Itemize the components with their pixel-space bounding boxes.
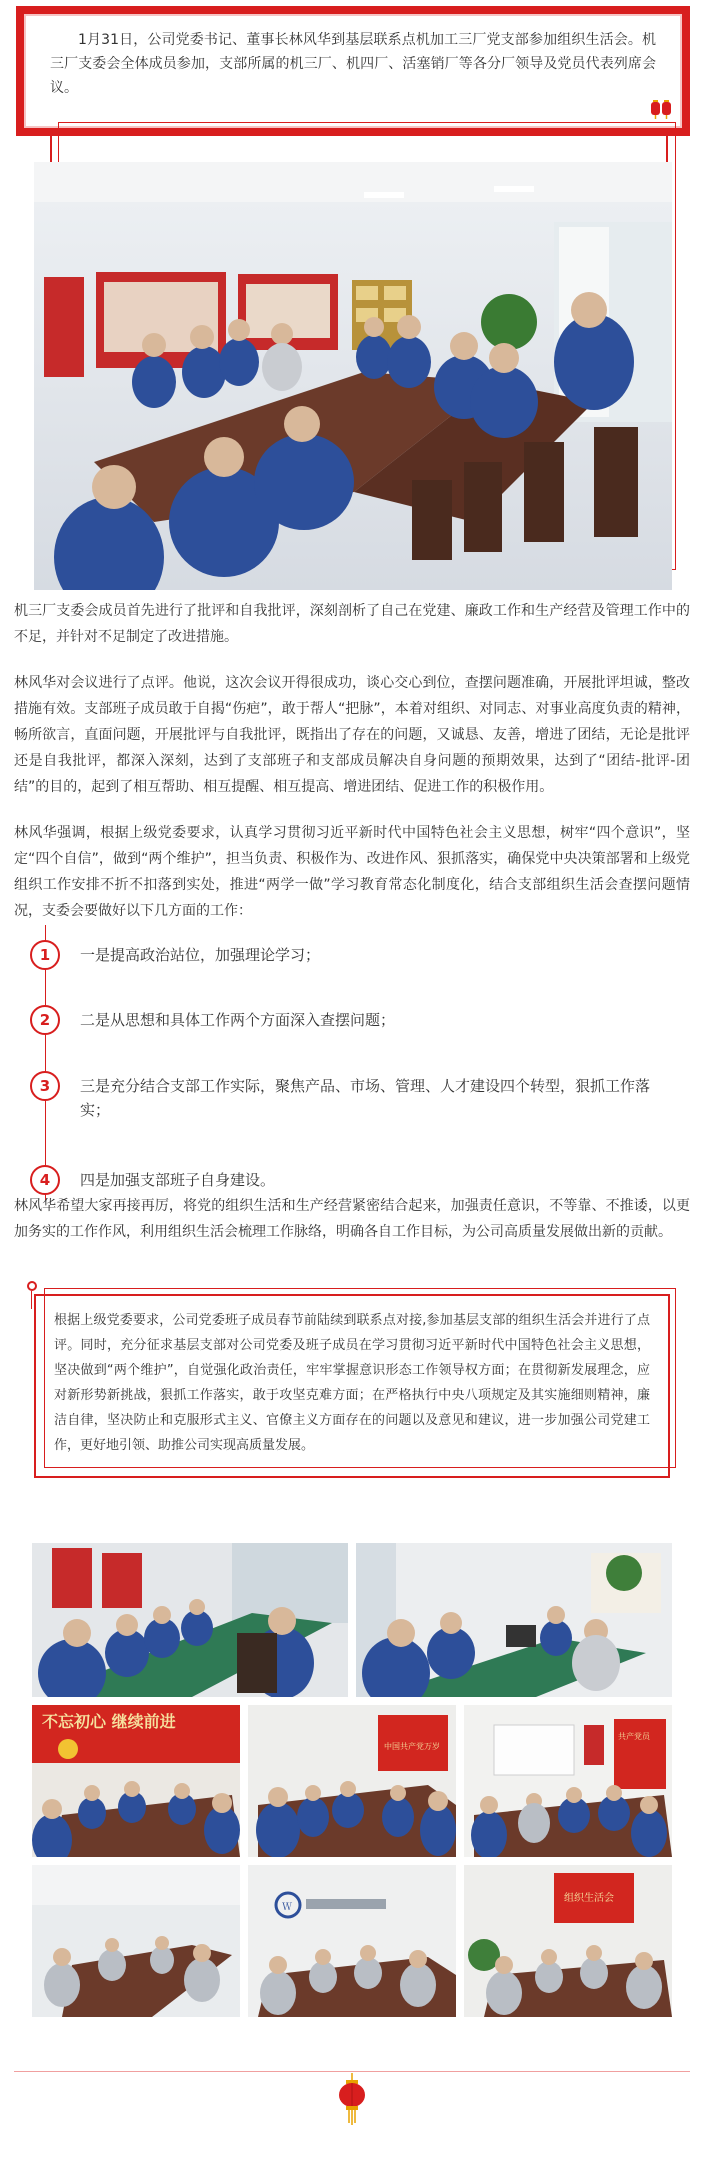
wall-logo: Ｗ — [282, 1902, 292, 1913]
article-paragraph-1: 机三厂支委会成员首先进行了批评和自我批评，深刻剖析了自己在党建、廉政工作和生产经营及管理工作中的不足，并针对不足制定了改进措施。 — [14, 603, 690, 645]
step-number: 1 — [30, 940, 60, 970]
step-text: 四是加强支部班子自身建设。 — [80, 1171, 276, 1189]
gallery-photo-7 — [248, 1865, 456, 2017]
intro-text: 1月31日，公司党委书记、董事长林风华到基层联系点机加工三厂党支部参加组织生活会。机三厂支委会全体成员参加，支部所属的机三厂、机四厂、活塞销厂等各分厂领导及党员代表列席会议。 — [50, 32, 656, 96]
gallery-photo-5 — [464, 1705, 672, 1857]
step-number: 4 — [30, 1165, 60, 1195]
step-number: 2 — [30, 1005, 60, 1035]
banner-slogan: 中国共产党万岁 — [384, 1742, 440, 1751]
quote-box — [34, 1294, 670, 1478]
step-text: 三是充分结合支部工作实际，聚焦产品、市场、管理、人才建设四个转型，狠抓工作落实； — [80, 1077, 651, 1119]
main-meeting-photo — [34, 162, 672, 590]
step-item — [30, 1071, 670, 1119]
gallery-photo-6 — [32, 1865, 240, 2017]
lantern-icon — [336, 2073, 368, 2125]
step-number: 3 — [30, 1071, 60, 1101]
banner-slogan: 不忘初心 继续前进 — [42, 1712, 176, 1731]
step-item — [30, 1005, 680, 1037]
article-paragraph-2: 林风华对会议进行了点评。他说，这次会议开得很成功，谈心交心到位，查摆问题准确，开展批评坦诚，整改措施有效。支部班子成员敢于自揭“伤疤”，敢于帮人“把脉”，本着对组织、对同志、对事业高度负责的精神，畅所欲言，直面问题，开展批评与自我批评，既指出了存在的问题，又诚恳、友善，增进了团结，无论是批评还是自我批评，都深入深刻，达到了支部班子和支部成员解决自身问题的预期效果，达到了“团结-批评-团结”的目的，起到了相互帮助、相互提醒、相互提高、增进团结、促进工作的积极作用。 — [14, 675, 690, 795]
footer-divider — [14, 2071, 690, 2072]
article-paragraph-3: 林风华强调，根据上级党委要求，认真学习贯彻习近平新时代中国特色社会主义思想，树牢“四个意识”，坚定“四个自信”，做到“两个维护”，担当负责、积极作为、改进作风、狠抓落实，确保党中央决策部署和上级党组织工作安排不折不扣落到实处，推进“两学一做”学习教育常态化制度化，结合支部组织生活会查摆问题情况，支委会要做好以下几方面的工作： — [14, 825, 690, 919]
article-paragraph-4: 林风华希望大家再接再厉，将党的组织生活和生产经营紧密结合起来，加强责任意识，不等靠、不推诿，以更加务实的工作作风，利用组织生活会梳理工作脉络，明确各自工作目标，为公司高质量发展做出新的贡献。 — [14, 1198, 690, 1240]
gallery-photo-3 — [32, 1705, 240, 1857]
intro-box — [16, 6, 690, 136]
quote-connector — [31, 1291, 32, 1309]
gallery-photo-8 — [464, 1865, 672, 2017]
gallery-photo-2 — [356, 1543, 672, 1697]
step-item — [30, 940, 680, 972]
banner-slogan: 组织生活会 — [564, 1893, 614, 1904]
lantern-icon — [650, 98, 672, 120]
banner-slogan: 共产党员 — [618, 1732, 650, 1741]
step-text: 一是提高政治站位，加强理论学习； — [80, 946, 321, 964]
gallery-photo-1 — [32, 1543, 348, 1697]
gallery-photo-4 — [248, 1705, 456, 1857]
quote-dot — [27, 1281, 37, 1291]
step-text: 二是从思想和具体工作两个方面深入查摆问题； — [80, 1011, 396, 1029]
quote-text: 根据上级党委要求，公司党委班子成员春节前陆续到联系点对接,参加基层支部的组织生活会并进行了点评。同时，充分征求基层支部对公司党委及班子成员在学习贯彻习近平新时代中国特色社会主义思想，坚决做到“两个维护”，自觉强化政治责任，牢牢掌握意识形态工作领导权方面；在贯彻新发展理念，应对新形势新挑战，狠抓工作落实，敢于攻坚克难方面；在严格执行中央八项规定及其实施细则精神，廉洁自律，坚决防止和克服形式主义、官僚主义方面存在的问题以及意见和建议，进一步加强公司党建工作，更好地引领、助推公司实现高质量发展。 — [54, 1313, 650, 1453]
intro-inner — [24, 14, 682, 128]
